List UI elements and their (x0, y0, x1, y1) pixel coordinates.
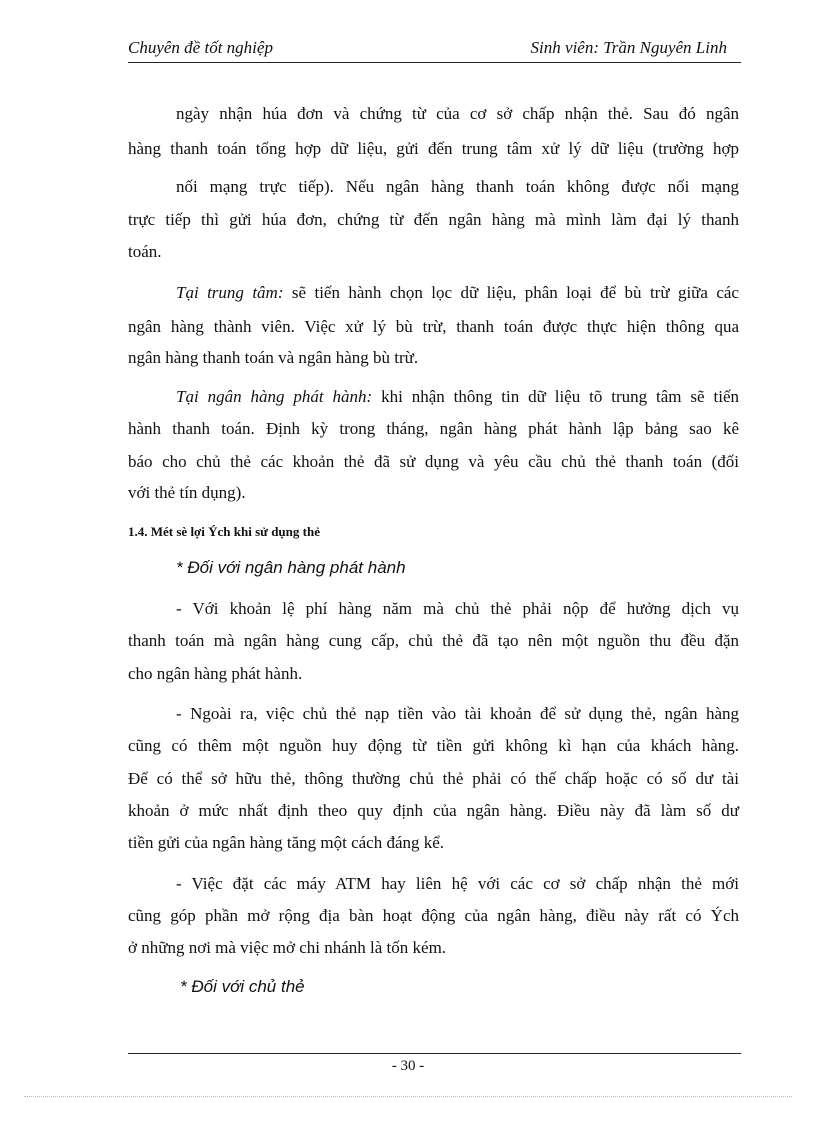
paragraph-line: - Với khoản lệ phí hàng năm mà chủ thẻ phải nộp để hưởng dịch vụ (176, 599, 739, 618)
paragraph-line: - Việc đặt các máy ATM hay liên hệ với các cơ sở chấp nhận thẻ mới (176, 874, 739, 893)
paragraph-line: cho ngân hàng phát hành. (128, 664, 303, 683)
paragraph-line: ngân hàng thành viên. Việc xử lý bù trừ, thanh toán được thực hiện thông qua (128, 317, 739, 336)
subheading-issuing-bank: * Đối với ngân hàng phát hành (176, 558, 406, 577)
paragraph-line: ở những nơi mà việc mở chi nhánh là tốn kém. (128, 938, 447, 957)
paragraph-line (176, 386, 739, 408)
paragraph-line: tiền gửi của ngân hàng tăng một cách đáng kể. (128, 833, 445, 852)
header-left-title: Chuyên đề tốt nghiệp (128, 38, 273, 57)
subheading-cardholder: * Đối với chủ thẻ (180, 977, 305, 996)
paragraph-line: cũng có thêm một nguồn huy động từ tiền gửi không kì hạn của khách hàng. (128, 736, 739, 755)
paragraph-line: - Ngoài ra, việc chủ thẻ nạp tiền vào tài khoản để sử dụng thẻ, ngân hàng (176, 704, 739, 723)
paragraph-line: hàng thanh toán tổng hợp dữ liệu, gửi đến trung tâm xử lý dữ liệu (trường hợp (128, 139, 739, 158)
italic-label: Tại trung tâm: (176, 283, 284, 302)
page-number: - 30 - (391, 1058, 425, 1074)
paragraph-line: hành thanh toán. Định kỳ trong tháng, ngân hàng phát hành lập bảng sao kê (128, 419, 739, 438)
paragraph-line: Để có thể sở hữu thẻ, thông thường chủ thẻ phải có thế chấp hoặc có số dư tài (128, 769, 739, 788)
italic-label: Tại ngân hàng phát hành: (176, 387, 373, 406)
paragraph-line: với thẻ tín dụng). (128, 483, 246, 502)
paragraph-line: báo cho chủ thẻ các khoản thẻ đã sử dụng và yêu cầu chủ thẻ thanh toán (đối (128, 452, 739, 471)
text-run: sẽ tiến hành chọn lọc dữ liệu, phân loại để bù trừ giữa các (283, 283, 739, 302)
paragraph-line: nối mạng trực tiếp). Nếu ngân hàng thanh toán không được nối mạng (176, 177, 739, 196)
header-right-author: Sinh viên: Trần Nguyên Linh (530, 38, 727, 57)
paragraph-line: khoản ở mức nhất định theo quy định của ngân hàng. Điều này đã làm số dư (128, 801, 739, 820)
paragraph-line: thanh toán mà ngân hàng cung cấp, chủ thẻ đã tạo nên một nguồn thu đều đặn (128, 631, 739, 650)
section-heading: 1.4. Mét sè lợi Ých khi sử dụng thẻ (128, 524, 320, 539)
page-bottom-border (24, 1096, 792, 1097)
paragraph-line: trực tiếp thì gửi húa đơn, chứng từ đến ngân hàng mà mình làm đại lý thanh (128, 210, 739, 229)
text-run: khi nhận thông tin dữ liệu tõ trung tâm sẽ tiến (372, 387, 739, 406)
paragraph-line: ngân hàng thanh toán và ngân hàng bù trừ. (128, 348, 419, 367)
paragraph-line: toán. (128, 242, 162, 261)
paragraph-line: ngày nhận húa đơn và chứng từ của cơ sở chấp nhận thẻ. Sau đó ngân (176, 104, 739, 123)
page-header (128, 38, 741, 63)
footer-rule (128, 1053, 741, 1054)
paragraph-line (176, 282, 739, 304)
paragraph-line: cũng góp phần mở rộng địa bàn hoạt động của ngân hàng, điều này rất có Ých (128, 906, 739, 925)
